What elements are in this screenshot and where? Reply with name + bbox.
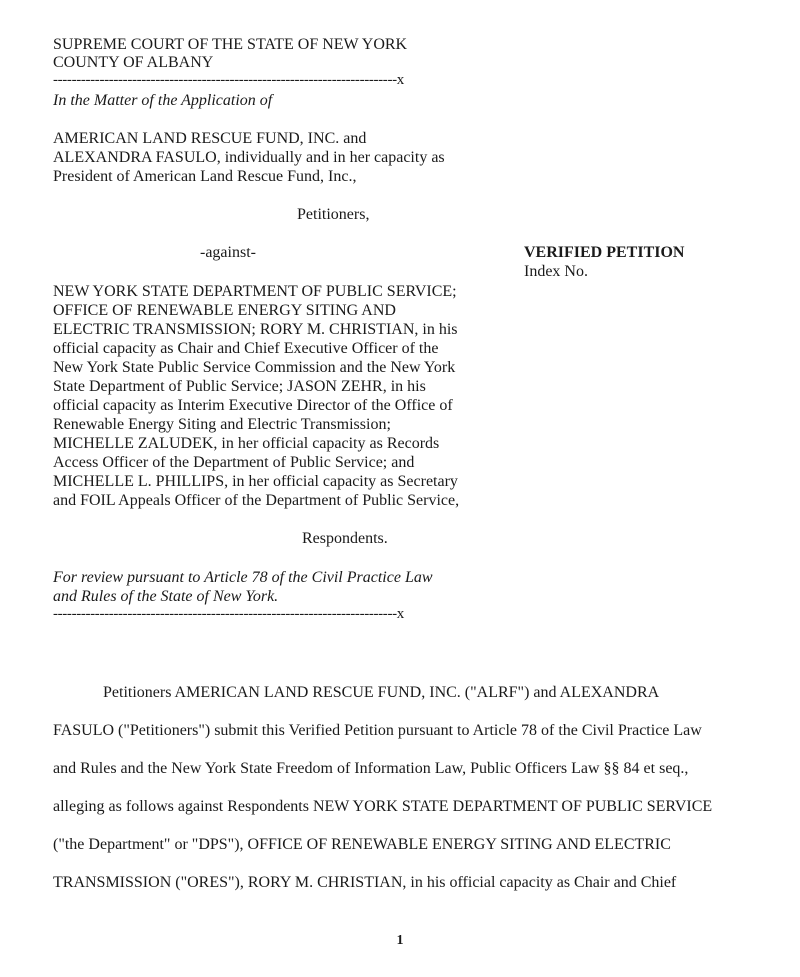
respondent-line: MICHELLE ZALUDEK, in her official capacity as Records	[53, 435, 440, 452]
petitioner-line: President of American Land Rescue Fund, Inc.,	[53, 168, 357, 185]
respondent-line: official capacity as Interim Executive Director of the Office of	[53, 397, 453, 414]
court-name: SUPREME COURT OF THE STATE OF NEW YORK	[53, 36, 408, 53]
petitioner-line: AMERICAN LAND RESCUE FUND, INC. and	[53, 130, 367, 147]
body-line: TRANSMISSION ("ORES"), RORY M. CHRISTIAN, in his official capacity as Chair and Chief	[53, 874, 677, 891]
petitioners-block	[53, 129, 445, 186]
petitioner-line: ALEXANDRA FASULO, individually and in her capacity as	[53, 149, 445, 166]
review-line: and Rules of the State of New York.	[53, 588, 279, 605]
page-number: 1	[396, 933, 404, 948]
county-name: COUNTY OF ALBANY	[53, 54, 214, 71]
respondent-line: NEW YORK STATE DEPARTMENT OF PUBLIC SERVICE;	[53, 283, 457, 300]
respondent-line: MICHELLE L. PHILLIPS, in her official capacity as Secretary	[53, 473, 458, 490]
petition-body	[53, 683, 753, 911]
respondent-line: New York State Public Service Commission and the New York	[53, 359, 456, 376]
body-line: alleging as follows against Respondents NEW YORK STATE DEPARTMENT OF PUBLIC SERVICE	[53, 798, 713, 815]
respondents-block	[53, 282, 459, 510]
matter-of-line: In the Matter of the Application of	[53, 92, 273, 109]
body-line: FASULO ("Petitioners") submit this Verified Petition pursuant to Article 78 of the Civil Practice Law	[53, 722, 702, 739]
respondent-line: Access Officer of the Department of Public Service; and	[53, 454, 415, 471]
caption-divider-bottom: --------------------------------------------------------------------------x	[53, 606, 404, 622]
body-line: Petitioners AMERICAN LAND RESCUE FUND, INC. ("ALRF") and ALEXANDRA	[103, 684, 660, 701]
document-title: VERIFIED PETITION	[524, 244, 685, 261]
index-number: Index No.	[524, 263, 588, 280]
respondent-line: OFFICE OF RENEWABLE ENERGY SITING AND	[53, 302, 396, 319]
respondent-line: Renewable Energy Siting and Electric Transmission;	[53, 416, 391, 433]
review-line: For review pursuant to Article 78 of the Civil Practice Law	[53, 569, 433, 586]
respondents-label: Respondents.	[302, 530, 388, 547]
review-basis	[53, 568, 433, 606]
respondent-line: and FOIL Appeals Officer of the Department of Public Service,	[53, 492, 460, 509]
against-label: -against-	[200, 244, 256, 261]
petitioners-label: Petitioners,	[297, 206, 370, 223]
body-line: and Rules and the New York State Freedom of Information Law, Public Officers Law §§ 84 et seq.,	[53, 760, 689, 777]
body-line: ("the Department" or "DPS"), OFFICE OF RENEWABLE ENERGY SITING AND ELECTRIC	[53, 836, 671, 853]
respondent-line: official capacity as Chair and Chief Executive Officer of the	[53, 340, 439, 357]
respondent-line: State Department of Public Service; JASON ZEHR, in his	[53, 378, 426, 395]
caption-divider-top: --------------------------------------------------------------------------x	[53, 72, 404, 88]
respondent-line: ELECTRIC TRANSMISSION; RORY M. CHRISTIAN, in his	[53, 321, 458, 338]
